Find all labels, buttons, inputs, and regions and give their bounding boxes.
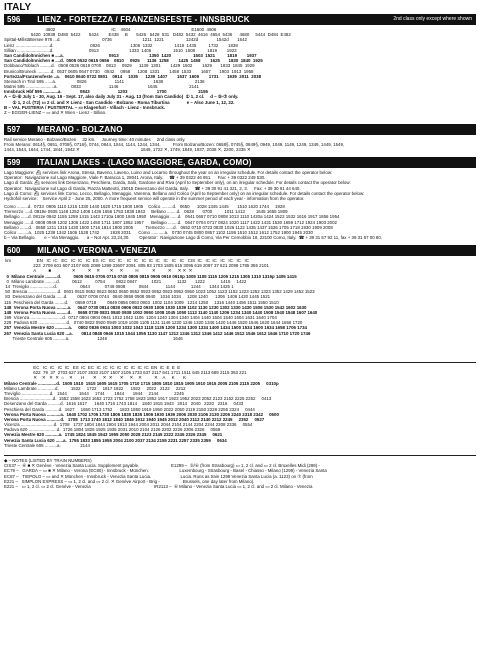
timetable-row: From Merano: 0614§, 0651, 0708§, 0716§, 0744, 0844, 1044, 1144, 1244, 1344, From Bolzano/Bozen: 0658§, 0745§, 0849§, 0949, 1049, 1149, 1249, 1349, 1449, 1549, — [4, 142, 345, 148]
timetable-row: Como .........d. 0733 0905 1110 1215 1330 1440 1620 1715 1800 1905 Colico .........d. 0650 1028 1345 1445 1510 1620 1744 1928 — [4, 204, 285, 209]
timetable-row: 0 Milano Lambrate .........d. 0612 0754 0822 0847 1021 1132 1222 1415 1422 — [4, 278, 247, 284]
timetable-row: Verona Porta Nuova ...........a. 1640 1702 1705 1730 1806 1830 1835 1906 1930 1939 2006 2030 2106 2130 2206 2240 2318 2342 0500 — [4, 411, 279, 417]
timetable-row: 14 Treviglio ...................d. 0644 0748 0808 0844 1144 1244 1344 1425 1 — [4, 283, 234, 289]
timetable-row: 229 Padova 620 .......................d. 0740 0822 0920 0949 1019 1029 1105 1121 1146 1220 1246 1320 1346 1420 1446 1520 1546 1620 1644 1656 1720 — [4, 320, 303, 326]
table-title: ITALIAN LAKES - (LAGO MAGGIORE, GARDA, COMO) — [37, 158, 252, 167]
table-597-header — [4, 124, 476, 135]
timetable-row: Z – EGGER-LIENZ – ▭ and ✕ Wien - Lienz - Sillian. — [4, 110, 107, 115]
timetable-row: Bellagio ......d. 0812e 0942 1155 1259 1415 1443 1710a 1800 1845 1950 Menaggio ......d. 0641 0657 0710 0808 1013 1110 1420a 1424 1522 1532 1616 1917 1856 1954 — [4, 214, 340, 220]
timetable-row: ① 1, 2 cl. (T2) ▭ 2 cl. and ✕ Lienz - San Candido - Bolzano - Roma Tiburtina e – Also June 1, 12, 22. — [4, 99, 235, 105]
table-title: MILANO - VERONA - VENEZIA — [37, 246, 157, 255]
timetable-row: A ■ ✕ ✕ ✕ ✕ ✕ H ✕ ✕ ✕ ✕ ✕ — [4, 268, 193, 274]
timetable-row: Trieste Centrale 605 ..........a. 2144 — [4, 442, 90, 448]
table-600-notes — [4, 458, 476, 492]
table-597-body — [4, 137, 476, 155]
timetable-row: 622 79 37 2703 627 2107 2633 2107 1507 2109 1733 637 2117 641 1711 1511 645 2113 689 2115 363 221 — [4, 370, 247, 376]
timetable-row: 4602 IC 4604 E1600 4606 — [4, 27, 217, 32]
table-596-body — [4, 27, 476, 121]
table-599-body — [4, 204, 476, 242]
timetable-row: San Candido/Innichen ■ ....d. 0505 0532 0615 0656 0810 0925 1136 1258 1425 1458 1625 1830 1840 1925 — [4, 58, 263, 64]
timetable-row: Lago di Como: ⛴ services link Como, Lecco, Bellagio, Menaggio, Varenna, Bellano and Colico (April to September only) on an irregular schedule. For details contact the operator below: — [4, 190, 365, 196]
table-600-lower — [4, 365, 476, 453]
timetable-row: A – ①-⑥ July 1 - 30, Aug. 19 - Sept. 17, also daily July 31 - Aug. 13 (from San Candido) ① 1, 2 cl. d – ⑤-⑦ only. — [4, 94, 239, 100]
timetable-row: Menaggio .....d. 0808 0949 1202 1306 1422 1450 1711 1807 1852 1957 Bellagio ........d. 0647 0704 0717 0824 1020 1117 1422 1431 1530 1659 1712 1924 1903 2002 — [4, 219, 338, 225]
timetable-row: Lago di Garda: ⛴ services link Desenzano, Peschiera, Garda, Salò, Gardone and Riva (April to September only), on an irregular schedule. For details contact the operator below: — [4, 180, 351, 186]
timetable-row: EC87 – TIEPOLO – ▭ and ✕ München - Innsbruck - Venezia Santa Lucia. Lucia. Runs as train 1299 Venezia Santa Lucia (a. 1123) on ⑦ (from — [4, 473, 313, 479]
timetable-row: Colico .........a. 1025 1238 1342 1506 1528 1742 1928 2031 Como ...........a. 0730 0745 0800 0857 1102 1159 1510 1512 1612 1752 1900 1945 2030 — [4, 229, 313, 235]
timetable-row: Tremezzo ....d. 0819e 0935 1148 1252 1408 1436 1656 1753 1838 1943 Bellano ........d. 0628 0700 1011 1413 1645 1655 1809 — [4, 209, 288, 215]
timetable-row: 223 2709 601 607 2107 605 2089 1299 33607 2091 805 93 1703 1505 615 3095 619 2097 37 621 2099 1785 355 2101 — [4, 263, 269, 269]
timetable-row: Venezia Mestre 620 ...........a. 1745 1824 1845 1943 1955 2050 2028 2123 2145 2222 2245 2326 2345 0621 — [4, 432, 223, 438]
timetable-row: Operator: Navigazione sul Lago di Garda, Piazza Matteotti, 25015 Desenzano del Garda, Italy. ☎ + 39 30 91 41 321, 2, 3. Fax: + 39 30 91 44 640. — [4, 185, 301, 191]
timetable-row: 257 Venezia Mestre 620 ...........a. 0802 0836 0934 1003 1032 1043 1118 1135 1200 1234 1300 1334 1400 1434 1500 1534 1600 1634 1658 1706 1734 — [4, 325, 307, 331]
timetable-row: Sillian ...........................d. 0913 1333 1406 1510 1508 1819 1923 — [4, 47, 237, 53]
timetable-row: Spittal-Millstättersee 978 ...d. 0736 1211 1221 1242d 1542d 1642 — [4, 37, 247, 43]
timetable-row: Trieste Centrale 605 ..........a. 1246 1646 — [4, 335, 183, 341]
table-number: 599 — [7, 158, 21, 167]
timetable-row: Brunico/Bruneck ...........d. 0537 0605 0647 0730 0842 0958 1208 1331 1458 1533 1657 1903 1913 1958 — [4, 68, 254, 74]
timetable-row: Operator: Navigazione sul Lago Maggiore, Viale F. Baracca 1, 28041 Arona, Italy. ☎ + 39 0322 46 651. Fax: + 39 0322 249 530. — [4, 175, 266, 181]
timetable-row: 199 Vicenza ..........................d. 0717 0804 0904 0941 1012 1042 1106 1204 1240 1304 1340 1404 1440 1504 1540 1604 1631 1640 1704 — [4, 315, 277, 321]
timetable-row: 148 Verona Porta Nuova .........d. 0658 0739 0831 0840 0938 1002 0950 1008 1045 1050 1113 1140 1140 1206 1234 1340 1440 1508 1540 1548 1607 1640 — [4, 309, 318, 315]
timetable-row: Steinach in Tirol 595 ......a. 0826 1141 1638 2136 — [4, 78, 205, 84]
timetable-row: Innsbruck Hbf 595 ............a. 0843 1203 1700 2155 — [4, 89, 209, 95]
divider — [4, 455, 476, 456]
table-599-text — [4, 170, 476, 202]
table-599-header — [4, 157, 476, 168]
table-number: 600 — [7, 246, 21, 255]
timetable-row: 267 Venezia Santa Lucia 620 ...a. 0814 0848 0946 1015 1044 1055 1130 1147 1212 1246 1312 1346 1412 1446 1512 1546 1612 1646 1710 1720 1746 — [4, 330, 311, 336]
timetable-row: b – Via Bellagio. e – Via Menaggio. a – Not Apr. 23,24,30. Operator: Navigazione Lago di Como, Via Per Cernobbio 18, 22100 Como, Italy. ☎ + 39 31 57 92 11, fax + 39 31 57 00 80. — [4, 235, 383, 241]
timetable-row: 148 Verona Porta Nuova .........a. 0647 0730 0814 0830 0906 0922 0930 1006 1030 1039 1102 1130 1230 1302 1330 1430 1506 1530 1542 1602 1630 — [4, 304, 307, 310]
table-number: 597 — [7, 125, 21, 134]
timetable-row: Verona Porta Nuova ...........d. 1708 1713 1740 1812 1840 1846 1912 1940 1945 2012 2040 2112 2140 2212 2245 2352 0527 — [4, 416, 265, 422]
table-title: MERANO - BOLZANO — [37, 125, 123, 134]
timetable-row: Bellano .......d. 0658 1211 1315 1430 1500 1716 1814 1900 2005 Tremezzo ......d. 0652 0710 0723 0830 1026 1122 1435 1437 1536 1705 1718 1930 1909 2008 — [4, 224, 333, 230]
divider — [4, 362, 476, 363]
timetable-row: Venezia Santa Lucia 620 ......a. 1755 1833 1855 1955 2004 2100 2037 2134 2155 2231 2257 2335 2359 0634 — [4, 437, 227, 443]
table-number: 596 — [7, 15, 21, 24]
timetable-row: Peschiera del Garda ...........d. 1627 1650 1713 1752 1823 1850 1919 1950 2022 2050 2119 2150 2228 2255 2324 0444 — [4, 406, 255, 412]
timetable-row: E221 – ▭ 1, 2 cl. ▭ 2 cl. Genève - Venezia IR2113 – ⑥ Milano - Venezia Santa Lucia ▭ 1, 2 cl. and ▭ 2 cl. Milano - Venezia — [4, 483, 313, 489]
timetable-row: 0 Milano Centrale ..........d. 0605 0615 0705 0715 0740 0805 0815 0905 0910 0910p 1005 1105 1115 1205 1215 1305 1310 1315p 1405 1415 — [4, 273, 297, 279]
timetable-row: Lienz ............................d. 0826 1306 1332 1418 1435 1732 1838 — [4, 42, 238, 48]
timetable-row: Padova 620 .......................d. 1726 1804 1826 1925 1935 2031 2010 2104 2126 2202 2226 2306 2326 0558 — [4, 427, 221, 433]
timetable-row: Matrei 595 .......................a. 0833 1146 1645 2141 — [4, 84, 199, 90]
timetable-row: CIS37 – ⑥ ■ ✕ Genève - Venezia Santa Lucia. Supplement payable. E1299 – ⑤/⑥ (from Strasbourg) ▭ 1, 2 cl. and ▭ 2 cl. Bruxelles Midi (299) - — [4, 463, 320, 469]
timetable-row: Treviglio .......................d. 1544 1644 1744 1844 1944 2144 2245 — [4, 390, 184, 396]
timetable-row: Vicenza ...........................d. 1708 1737 1804 1844 1904 1913 1944 2004 2011 2044 2104 2144 2204 2244 2308 2336 0554 — [4, 422, 253, 428]
timetable-row: Hydrofoil service: Service April 2 - June 25, 2000. A more frequent service will operate in the summer period of each year - information from the operator. — [4, 195, 305, 201]
timetable-row: EC79 – GARDA – ▭ ■ ✕ Milano - Verona (EC80) - Innsbruck - München. Luxembourg - Strasbourg - Basel - Chiasso - Milano (1299) - Venezia Santa — [4, 468, 327, 474]
timetable-row: 5420 10938 D480 5422 5424 E438 B 5426 5428 531 D482 5432 4616 4654 5436 4680 5444 D484 E482 — [4, 32, 291, 38]
timetable-row: Desenzano del Garda ..........d. 1616 1617 1640 1716 1743 1814 1840 1915 1943 2014 2040 2220 2316 0433 — [4, 401, 244, 407]
timetable-row: Rail service Merano - Bolzano/Bozen 32 km. Journey time: 40 minutes 2nd class only. — [4, 137, 186, 142]
timetable-row: EC IC IC IC IC ES IC EC IC IC IC IC IC IC IC IC EN IC E E E — [4, 365, 181, 370]
timetable-row: Milano Centrale ...............d. 1505 1510 1515 1605 1615 1705 1710 1715 1805 1810 1815 1905 1910 1915 2005 2105 2115 2205 0310p — [4, 380, 279, 386]
table-600-header — [4, 245, 476, 256]
table-600-upper — [4, 258, 476, 360]
timetable-row: 115 Peschiera del Garda ........d. 0659 0718 0849 0856 0903 0903 1002 1104 1009 1214 1250 1316 1440 1456 1511 1550 1510 — [4, 299, 279, 305]
timetable-row: Fortezza/Franzensfeste ..a. 0610 0640 0722 0801 0914 1035 1239 1407 1537 1609 1731 1939 2011 2038 — [4, 73, 262, 79]
timetable-row: San Candido/Innichen ■ ....a. 0913 1350 1420 1503 1521 1819 1937 — [4, 52, 257, 58]
table-596-header — [4, 14, 476, 25]
table-note: 2nd class only except where shown — [393, 16, 472, 22]
table-title: LIENZ - FORTEZZA / FRANZENSFESTE - INNSBRUCK — [37, 15, 250, 24]
timetable-row: B – VAL PUSTERIA / PUSTERTAL – ▭ Klagenfurt - Villach - Lienz - Innsbruck. — [4, 104, 166, 110]
timetable-row: 83 Desenzano del Garda ......d. 0637 0708 0744 0840 0859 0908 0940 1016 1034 1208 1240 1306 1406 1420 1445 1521 — [4, 294, 271, 300]
timetable-row: E221 – SIMPLON EXPRESS – ▭ 1, 2 cl. and ▭ 2 cl. ✕ Genève Airport - Brig - Brussels, one day later from Milano). — [4, 478, 255, 484]
timetable-row: Brescia ...........................d. 1552 1558 1623 1652 1723 1752 1758 1823 1852 1917 1923 1952 2023 2052 2123 2152 2225 2252 0413 — [4, 396, 272, 402]
timetable-row: 50 Brescia ........................d. 0601 0615 0652 0623 0652 0650 0652 0923 0852 0923 0952 0950 1023 1052 1123 1152 1223 1252 1323 1352 1429 1452 1523 — [4, 289, 315, 295]
timetable-row: Milano Lambrate ..............d. 1522 1722 1817 1822 1922 2022 2122 2212 — [4, 385, 186, 391]
timetable-row: km EN IC IC EC IC IC IC ES IC EC IC IC IC IC IC IC IC IC IC CIS IC IC IC IC IC IC IC — [4, 258, 249, 263]
timetable-row: ◆ – NOTES (LISTED BY TRAIN NUMBERS) — [4, 458, 92, 463]
timetable-row: 1444, 1544, 1644, 1744, 1844, 1942 ✕ 1649, 1722 ✕, 1749, 1849, 1937, 2038 ✕, 2200, 2335 ✕ — [4, 147, 251, 153]
timetable-row: Lago Maggiore: ⛴ services link Arona, Stresa, Baveno, Laveno, Luino and Locarno throughout the year on an irregular schedule. For details contact the operator below: — [4, 170, 333, 175]
timetable-row: Dobbiaco/Toblach .........d. 0508 0536 0619 0700 0813 0929 1139 1301 1429 1502 1629 1833 1845 1929 — [4, 63, 255, 69]
timetable-row: ✕ ✕ ✕ ✕ ⌂ ✕ H ✕ ✕ ✕ ✕ ✕ ✕ ✕ A K K — [4, 375, 186, 381]
country-heading: ITALY — [4, 2, 32, 13]
